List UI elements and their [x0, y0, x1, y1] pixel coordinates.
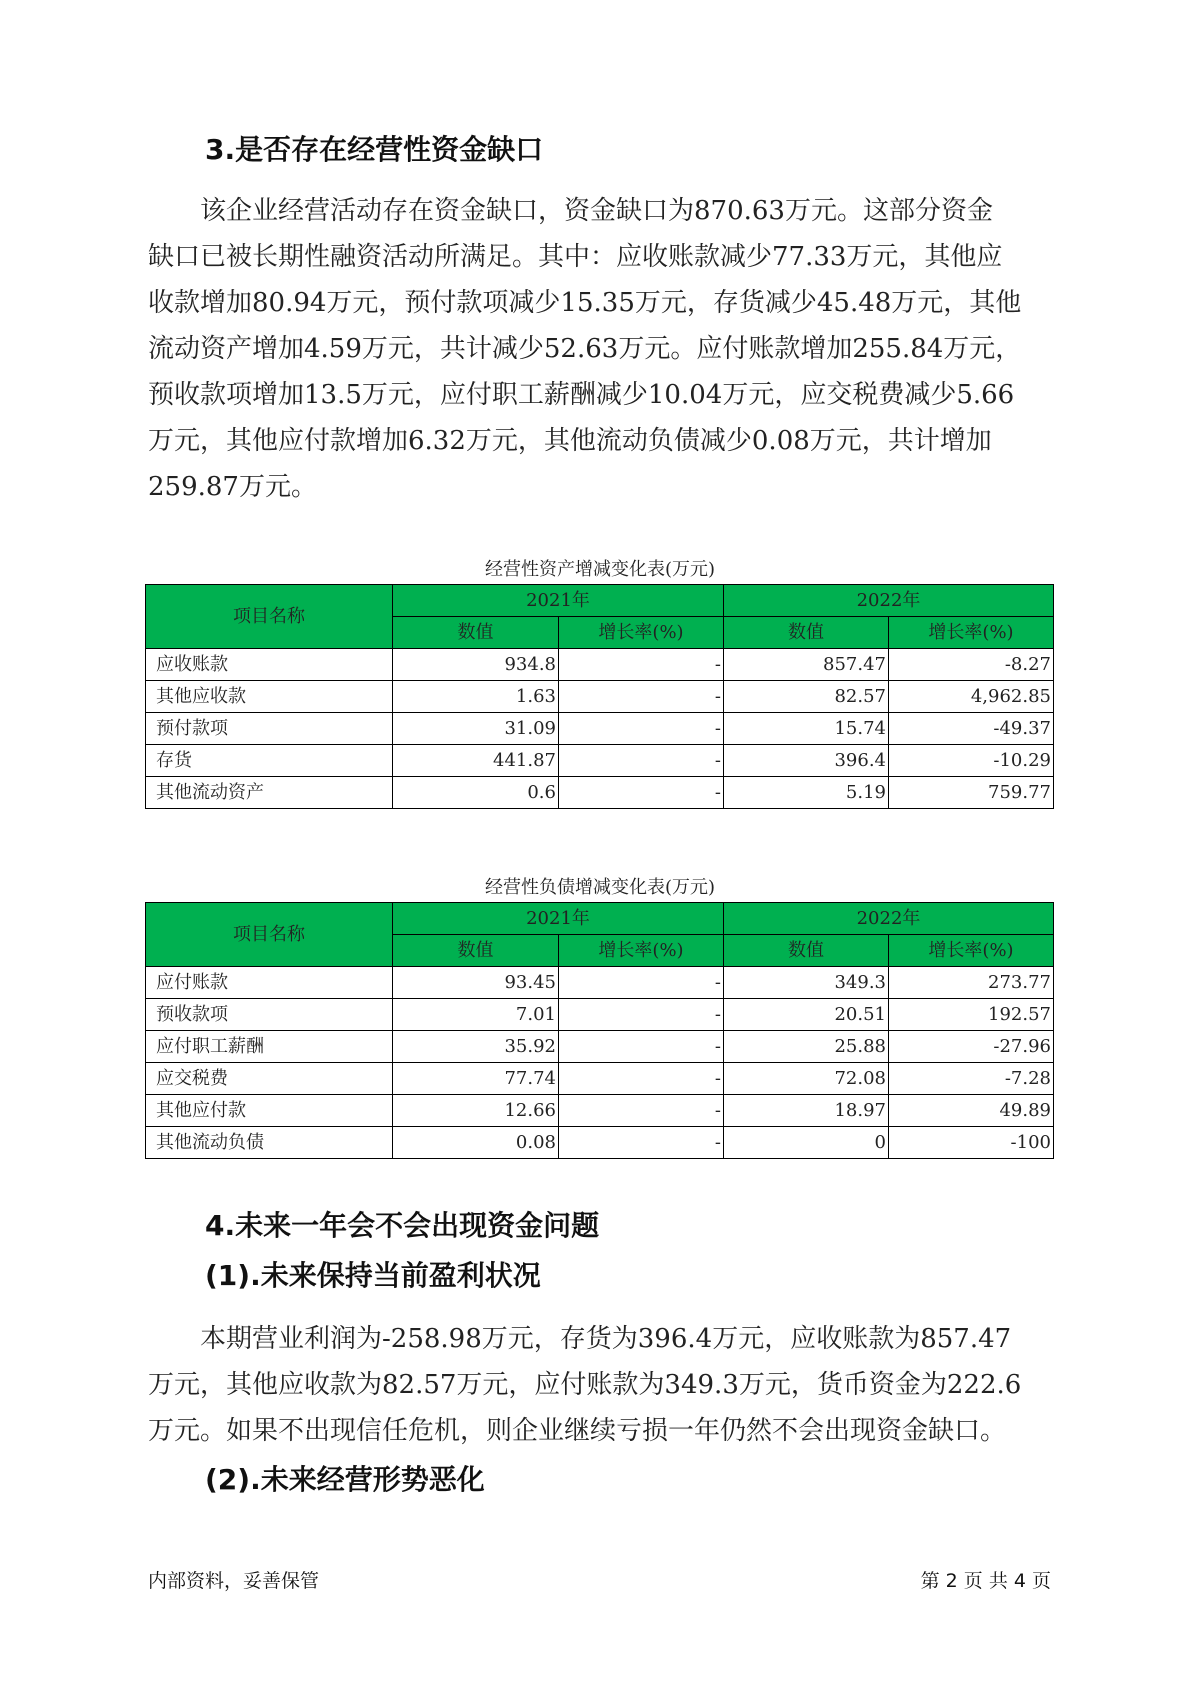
- cell-value-2022: 82.57: [724, 681, 889, 713]
- cell-growth-2022: 192.57: [889, 999, 1054, 1031]
- paragraph-line: 流动资产增加4.59万元，共计减少52.63万元。应付账款增加255.84万元，: [148, 334, 1022, 364]
- paragraph-line: 本期营业利润为-258.98万元，存货为396.4万元，应收账款为857.47: [200, 1324, 1012, 1354]
- cell-value-2022: 15.74: [724, 713, 889, 745]
- paragraph-line: 万元，其他应付款增加6.32万元，其他流动负债减少0.08万元，共计增加: [148, 426, 992, 456]
- paragraph-line: 万元。如果不出现信任危机，则企业继续亏损一年仍然不会出现资金缺口。: [148, 1416, 1007, 1446]
- cell-growth-2022: 49.89: [889, 1095, 1054, 1127]
- cell-value-2021: 77.74: [393, 1063, 559, 1095]
- table-row: [146, 713, 1054, 745]
- liability-table-caption: 经营性负债增减变化表(万元): [484, 877, 716, 898]
- row-item-name: 其他应付款: [146, 1095, 393, 1127]
- table-row: [146, 1095, 1054, 1127]
- column-header-name: 项目名称: [146, 585, 393, 649]
- cell-value-2022: 5.19: [724, 777, 889, 809]
- cell-growth-2022: 4,962.85: [889, 681, 1054, 713]
- cell-growth-2021: -: [559, 777, 724, 809]
- cell-value-2021: 31.09: [393, 713, 559, 745]
- section-4-2-heading: (2).未来经营形势恶化: [205, 1463, 485, 1496]
- table-row: [146, 649, 1054, 681]
- table-row: [146, 1127, 1054, 1159]
- row-item-name: 其他流动负债: [146, 1127, 393, 1159]
- cell-growth-2022: -8.27: [889, 649, 1054, 681]
- cell-growth-2021: -: [559, 713, 724, 745]
- cell-value-2021: 93.45: [393, 967, 559, 999]
- cell-growth-2021: -: [559, 999, 724, 1031]
- asset-change-table: [145, 584, 1054, 809]
- row-item-name: 其他应收款: [146, 681, 393, 713]
- column-header-growth: 增长率(%): [889, 617, 1054, 649]
- footer-note: 内部资料，妥善保管: [148, 1570, 320, 1592]
- column-header-growth: 增长率(%): [559, 617, 724, 649]
- cell-value-2022: 349.3: [724, 967, 889, 999]
- section-4-1-heading: (1).未来保持当前盈利状况: [205, 1259, 541, 1292]
- table-row: [146, 1031, 1054, 1063]
- cell-value-2022: 857.47: [724, 649, 889, 681]
- cell-value-2022: 396.4: [724, 745, 889, 777]
- column-header-value: 数值: [393, 617, 559, 649]
- cell-value-2022: 72.08: [724, 1063, 889, 1095]
- column-header-name: 项目名称: [146, 903, 393, 967]
- row-item-name: 预收款项: [146, 999, 393, 1031]
- paragraph-line: 预收款项增加13.5万元，应付职工薪酬减少10.04万元，应交税费减少5.66: [148, 380, 1015, 410]
- column-header-growth: 增长率(%): [559, 935, 724, 967]
- page-number: 第 2 页 共 4 页: [920, 1570, 1051, 1592]
- column-header-year-2022: 2022年: [724, 585, 1054, 617]
- section-3-paragraph: [148, 188, 1048, 510]
- row-item-name: 存货: [146, 745, 393, 777]
- row-item-name: 应付职工薪酬: [146, 1031, 393, 1063]
- table-row: [146, 777, 1054, 809]
- paragraph-line: 259.87万元。: [148, 472, 317, 502]
- column-header-value: 数值: [724, 617, 889, 649]
- column-header-year-2021: 2021年: [393, 585, 724, 617]
- row-item-name: 预付款项: [146, 713, 393, 745]
- section-4-1-paragraph: [148, 1316, 1048, 1454]
- cell-growth-2021: -: [559, 967, 724, 999]
- cell-growth-2022: 759.77: [889, 777, 1054, 809]
- cell-value-2021: 0.08: [393, 1127, 559, 1159]
- paragraph-line: 该企业经营活动存在资金缺口，资金缺口为870.63万元。这部分资金: [200, 196, 993, 226]
- cell-value-2022: 18.97: [724, 1095, 889, 1127]
- cell-growth-2021: -: [559, 745, 724, 777]
- paragraph-line: 缺口已被长期性融资活动所满足。其中：应收账款减少77.33万元，其他应: [148, 242, 1003, 272]
- cell-growth-2021: -: [559, 649, 724, 681]
- cell-growth-2022: -49.37: [889, 713, 1054, 745]
- liability-change-table: [145, 902, 1054, 1159]
- cell-growth-2022: -10.29: [889, 745, 1054, 777]
- row-item-name: 应付账款: [146, 967, 393, 999]
- cell-value-2021: 441.87: [393, 745, 559, 777]
- cell-growth-2021: -: [559, 1095, 724, 1127]
- table-row: [146, 999, 1054, 1031]
- column-header-growth: 增长率(%): [889, 935, 1054, 967]
- cell-growth-2021: -: [559, 681, 724, 713]
- asset-table-caption: 经营性资产增减变化表(万元): [484, 559, 716, 580]
- cell-value-2021: 0.6: [393, 777, 559, 809]
- section-4-heading: 4.未来一年会不会出现资金问题: [205, 1209, 600, 1242]
- cell-growth-2021: -: [559, 1031, 724, 1063]
- cell-value-2022: 20.51: [724, 999, 889, 1031]
- cell-value-2022: 25.88: [724, 1031, 889, 1063]
- cell-value-2021: 35.92: [393, 1031, 559, 1063]
- cell-growth-2022: -27.96: [889, 1031, 1054, 1063]
- table-row: [146, 1063, 1054, 1095]
- cell-value-2021: 1.63: [393, 681, 559, 713]
- column-header-year-2021: 2021年: [393, 903, 724, 935]
- row-item-name: 应交税费: [146, 1063, 393, 1095]
- column-header-year-2022: 2022年: [724, 903, 1054, 935]
- column-header-value: 数值: [393, 935, 559, 967]
- row-item-name: 其他流动资产: [146, 777, 393, 809]
- paragraph-line: 收款增加80.94万元，预付款项减少15.35万元，存货减少45.48万元，其他: [148, 288, 1022, 318]
- table-row: [146, 967, 1054, 999]
- cell-value-2022: 0: [724, 1127, 889, 1159]
- cell-value-2021: 7.01: [393, 999, 559, 1031]
- cell-growth-2022: -7.28: [889, 1063, 1054, 1095]
- cell-growth-2022: 273.77: [889, 967, 1054, 999]
- cell-growth-2021: -: [559, 1063, 724, 1095]
- cell-value-2021: 12.66: [393, 1095, 559, 1127]
- section-3-heading: 3.是否存在经营性资金缺口: [205, 133, 544, 166]
- row-item-name: 应收账款: [146, 649, 393, 681]
- column-header-value: 数值: [724, 935, 889, 967]
- cell-growth-2022: -100: [889, 1127, 1054, 1159]
- cell-value-2021: 934.8: [393, 649, 559, 681]
- table-row: [146, 681, 1054, 713]
- cell-growth-2021: -: [559, 1127, 724, 1159]
- table-row: [146, 745, 1054, 777]
- paragraph-line: 万元，其他应收款为82.57万元，应付账款为349.3万元，货币资金为222.6: [148, 1370, 1022, 1400]
